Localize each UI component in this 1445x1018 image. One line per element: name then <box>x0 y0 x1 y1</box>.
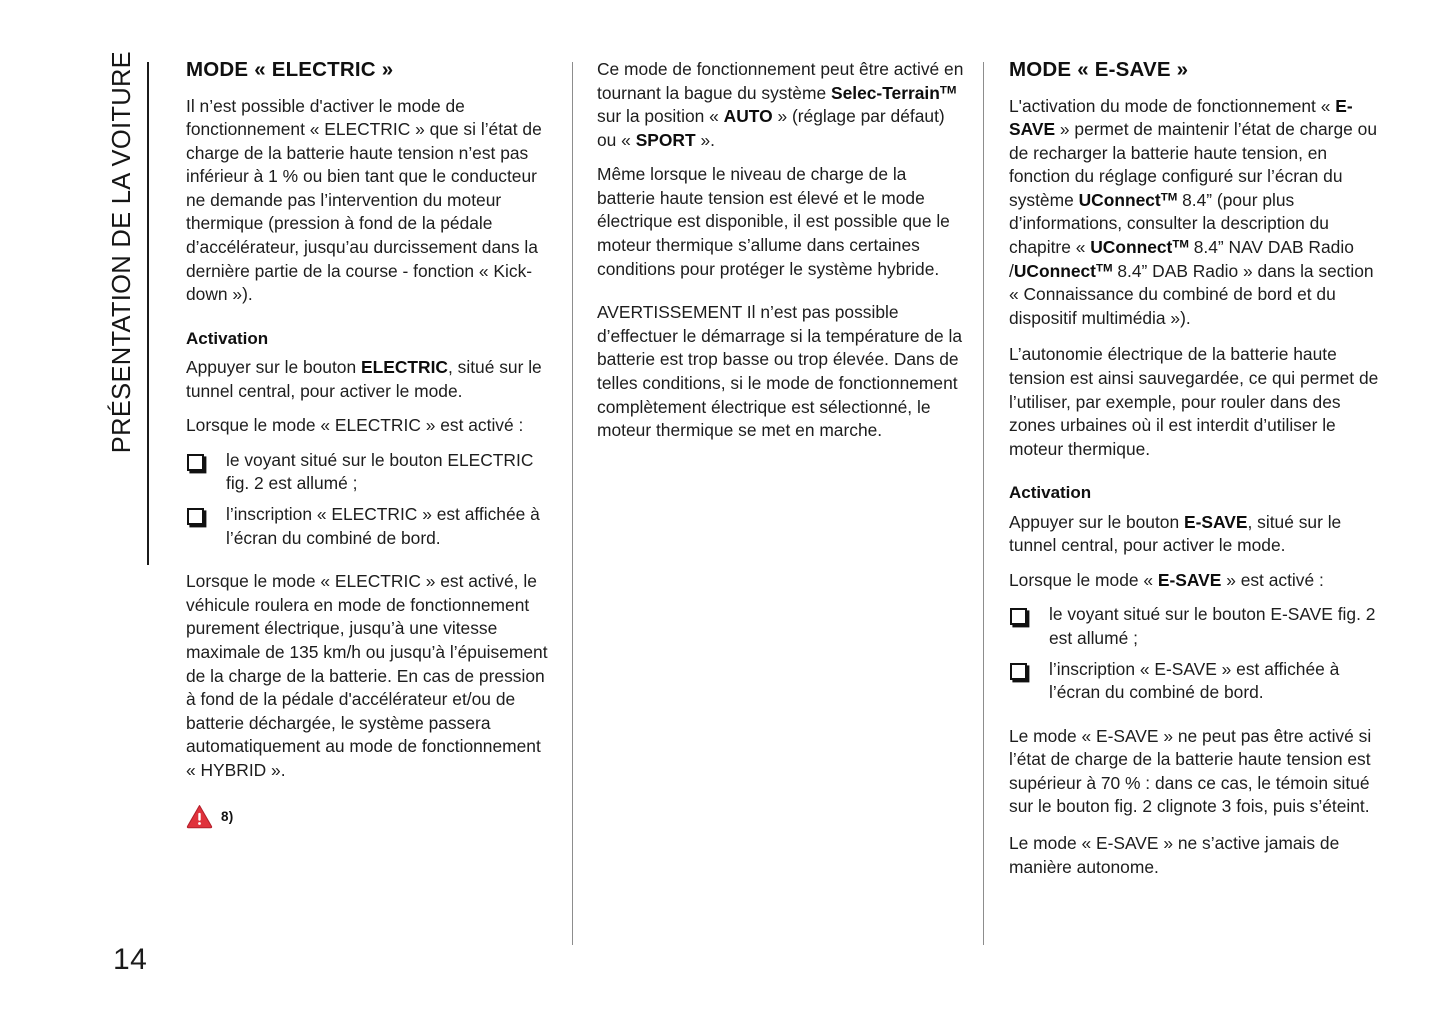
chapter-tab <box>98 51 148 565</box>
square-bullet-icon <box>187 508 204 525</box>
text-fragment: sur la position « <box>597 106 724 127</box>
paragraph-selec-terrain <box>597 58 967 152</box>
square-bullet-icon <box>1010 608 1027 625</box>
trademark-symbol: TM <box>1172 238 1189 251</box>
text-fragment: ». <box>695 129 715 150</box>
list-electric-indicators <box>186 449 552 550</box>
text-fragment: » (réglage par défaut) ou « <box>597 106 945 150</box>
chapter-tab-rule <box>147 62 149 565</box>
list-item <box>186 449 552 496</box>
list-item-label: le voyant situé sur le bouton ELECTRIC fig. 2 est allumé ; <box>226 449 534 494</box>
paragraph-electric-intro: Il n’est possible d'activer le mode de fonctionnement « ELECTRIC » que si l’état de charge de la batterie haute tension n’est pas inférieur à 1 % ou bien tant que le conducteur ne demande pas l’intervention du moteur thermique (pression à fond de la pédale d’accélérateur, jusqu’au durcissement dans la dernière partie de la course - fonction « Kick-down »). <box>186 95 542 305</box>
square-bullet-icon <box>1010 663 1027 680</box>
text-fragment: Appuyer sur le bouton <box>186 357 361 378</box>
bold-selec-terrain: Selec-Terrain <box>830 82 940 103</box>
warning-triangle-icon <box>186 804 213 829</box>
list-item <box>186 503 552 550</box>
paragraph-electric-activation-2: Lorsque le mode « ELECTRIC » est activé : <box>186 415 524 436</box>
trademark-symbol: TM <box>939 84 957 97</box>
bold-esave: E-SAVE <box>1157 569 1222 590</box>
bold-auto: AUTO <box>723 106 773 127</box>
bold-electric-button: ELECTRIC <box>361 357 448 378</box>
text-fragment: 8.4” DAB Radio » dans la section « Connaissance du combiné de bord et du dispositif multimédia »). <box>1009 260 1374 328</box>
page-number: 14 <box>113 943 148 976</box>
column-left <box>186 58 552 829</box>
text-fragment: , situé sur le tunnel central, pour activer le mode. <box>1009 511 1342 556</box>
bold-esave: E-SAVE <box>1009 95 1353 140</box>
heading-mode-esave: MODE « E-SAVE » <box>1009 58 1189 81</box>
text-fragment: » est activé : <box>1221 569 1324 590</box>
trademark-symbol: TM <box>1095 262 1113 275</box>
text-fragment: 8.4” (pour plus d’informations, consulter la description du chapitre « <box>1009 189 1329 258</box>
text-fragment: Appuyer sur le bouton <box>1009 511 1184 532</box>
paragraph-hybrid-protection: Même lorsque le niveau de charge de la batterie haute tension est élevé et le mode électrique est disponible, il est possible que le moteur thermique s’allume dans certaines conditions pour protéger le système hybride. <box>597 164 950 279</box>
text-fragment: 8.4” NAV DAB Radio / <box>1009 237 1354 281</box>
trademark-symbol: TM <box>1160 191 1178 204</box>
paragraph-electric-closing: Lorsque le mode « ELECTRIC » est activé, le véhicule roulera en mode de fonctionnement purement électrique, jusqu’à une vitesse maximale de 135 km/h ou jusqu’à l’épuisement de la charge de la batterie. En cas de pression à fond de la pédale d'accélérateur et/ou de batterie déchargée, le système passera automatiquement au mode de fonctionnement « HYBRID ». <box>186 571 548 780</box>
bold-esave-button: E-SAVE <box>1184 511 1248 532</box>
paragraph-esave-manual-only: Le mode « E-SAVE » ne s’active jamais de manière autonome. <box>1009 832 1340 877</box>
paragraph-esave-limit: Le mode « E-SAVE » ne peut pas être activé si l’état de charge de la batterie haute tension est supérieur à 70 % : dans ce cas, le témoin situé sur le bouton fig. 2 clignote 3 fois, puis s’éteint. <box>1009 725 1372 817</box>
list-item-label: l’inscription « ELECTRIC » est affichée à l’écran du combiné de bord. <box>226 504 540 548</box>
chapter-tab-label: PRÉSENTATION DE LA VOITURE <box>108 51 136 454</box>
paragraph-esave-autonomy: L’autonomie électrique de la batterie haute tension est ainsi sauvegardée, ce qui permet de l’utiliser, par exemple, pour rouler dans des zones urbaines où il est interdit d’utiliser le moteur thermique. <box>1009 344 1379 459</box>
list-item <box>1009 658 1379 705</box>
column-middle <box>597 58 967 456</box>
text-fragment: , situé sur le tunnel central, pour activer le mode. <box>186 357 542 401</box>
bold-uconnect: UConnect <box>1013 260 1096 281</box>
subheading-activation-electric: Activation <box>186 328 269 348</box>
text-fragment: Lorsque le mode « <box>1009 569 1158 590</box>
text-fragment: L'activation du mode de fonctionnement « <box>1009 95 1336 116</box>
heading-mode-electric: MODE « ELECTRIC » <box>186 58 394 81</box>
text-fragment: » permet de maintenir l’état de charge ou de recharger la batterie haute tension, en fonction du réglage configuré sur l’écran du système <box>1009 119 1377 210</box>
list-item-label: l’inscription « E-SAVE » est affichée à l’écran du combiné de bord. <box>1049 658 1340 703</box>
bold-uconnect: UConnect <box>1090 237 1173 258</box>
warning-reference-number: 8) <box>221 809 234 825</box>
bold-uconnect: UConnect <box>1078 189 1161 210</box>
square-bullet-icon <box>187 454 204 471</box>
column-divider-2 <box>983 62 984 945</box>
column-right <box>1009 58 1379 892</box>
bold-sport: SPORT <box>635 129 696 150</box>
paragraph-esave-intro <box>1009 95 1379 331</box>
list-item <box>1009 603 1379 650</box>
paragraph-electric-activation-1 <box>186 356 552 403</box>
paragraph-avertissement: AVERTISSEMENT Il n’est pas possible d’effectuer le démarrage si la température de la batterie est trop basse ou trop élevée. Dans de telles conditions, si le mode de fonctionnement complètement électrique est sélectionné, le moteur thermique se met en marche. <box>597 302 963 441</box>
list-esave-indicators <box>1009 603 1379 704</box>
paragraph-esave-activation-2 <box>1009 569 1379 593</box>
text-fragment: Ce mode de fonctionnement peut être activé en tournant la bague du système <box>597 59 964 103</box>
warning-reference-row <box>186 804 552 829</box>
column-divider-1 <box>572 62 573 945</box>
list-item-label: le voyant situé sur le bouton E-SAVE fig. 2 est allumé ; <box>1049 604 1376 648</box>
subheading-activation-esave: Activation <box>1009 483 1092 503</box>
paragraph-esave-activation-1 <box>1009 511 1379 558</box>
